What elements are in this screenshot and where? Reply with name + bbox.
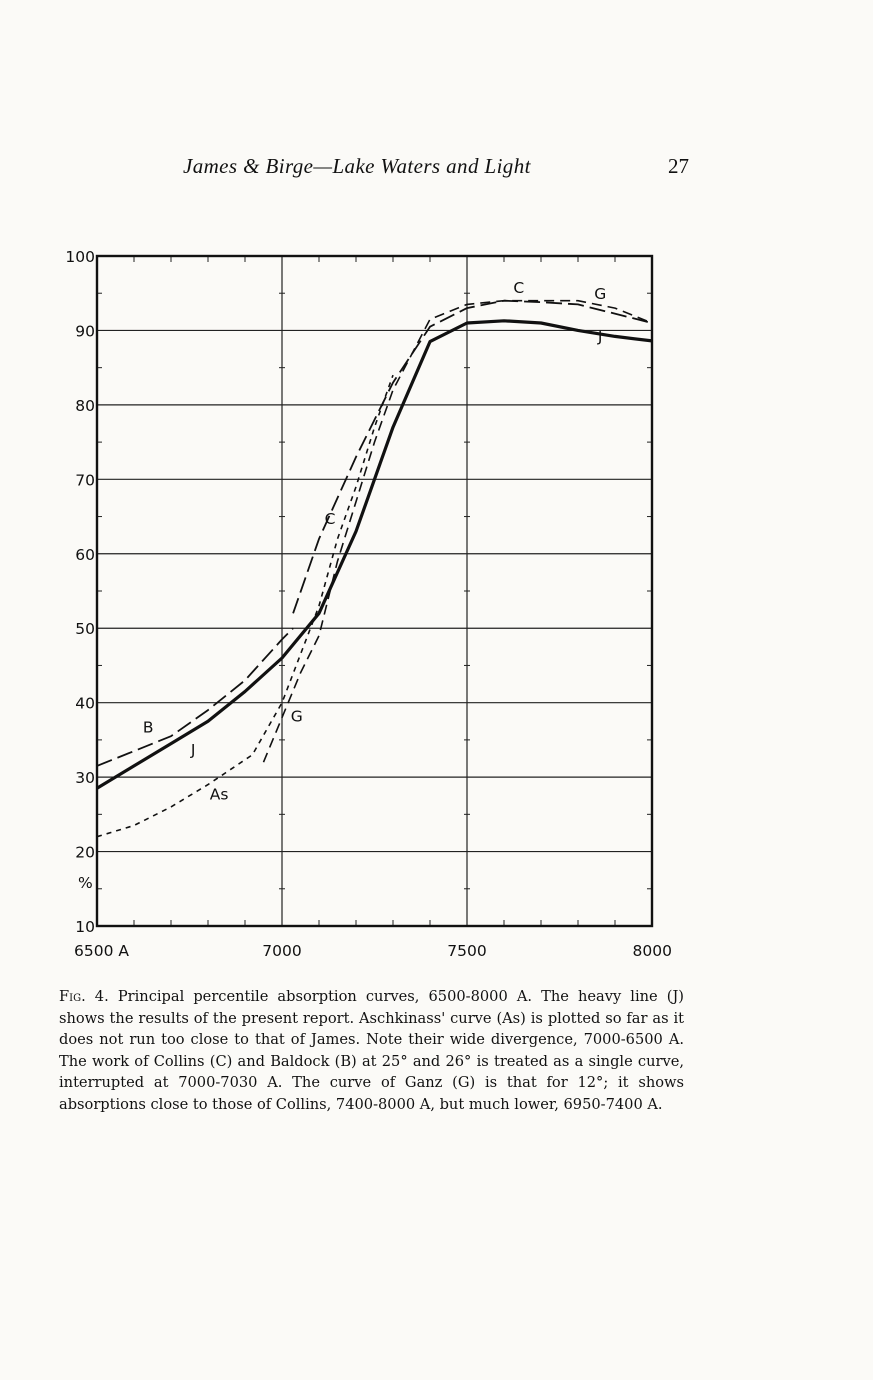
y-tick-label-80: 80 (75, 396, 95, 415)
curve-label-g-0: G (290, 707, 303, 726)
y-tick-label-50: 50 (75, 620, 95, 639)
chart-grid (97, 256, 652, 926)
curve-label-c-0: C (324, 510, 336, 528)
curve-as (97, 375, 393, 837)
curve-label-as-0: As (209, 785, 229, 804)
figure-label: Fig. 4. (59, 988, 109, 1005)
chart-curves (97, 301, 652, 837)
y-tick-label-40: 40 (75, 694, 95, 713)
curve-label-j-1: J (597, 327, 603, 346)
curve-label-j-0: J (190, 740, 196, 759)
chart-tick-labels (65, 248, 672, 960)
x-tick-label-3: 8000 (632, 942, 672, 960)
curve-label-g-1: G (594, 285, 607, 304)
y-tick-label-30: 30 (75, 769, 95, 788)
caption-text: Principal percentile absorption curves, 6500-8000 A. The heavy line (J) shows the results of the present report. Aschkinass' curve (As) is plotted so far as it does not run too close to that of James. Note their wide divergence, 7000-6500 A. The work of Collins (C) and Baldock (B) at 25° and 26° is treated as a single curve, interrupted at 7000-7030 A. The curve of Ganz (G) is that for 12°; it shows absorptions close to those of Collins, 7400-8000 A, but much lower, 6950-7400 A. (59, 988, 684, 1113)
chart-curve-labels (143, 279, 606, 803)
x-tick-label-1: 7000 (262, 942, 302, 960)
y-tick-label-60: 60 (75, 545, 95, 564)
figure-caption (59, 986, 684, 1116)
x-tick-label-0: 6500 A (74, 942, 129, 960)
curve-g (264, 301, 653, 763)
curve-j (97, 321, 652, 789)
page-number: 27 (668, 154, 689, 178)
running-head: James & Birge—Lake Waters and Light (183, 154, 531, 178)
curve-c (293, 301, 652, 614)
x-tick-label-2: 7500 (447, 942, 487, 960)
curve-label-c-1: C (513, 279, 525, 298)
y-tick-label-70: 70 (75, 471, 95, 490)
y-tick-label-20: 20 (75, 843, 95, 862)
y-tick-label-90: 90 (75, 322, 95, 341)
curve-label-b-0: B (142, 718, 154, 737)
chart-frame (97, 256, 652, 926)
y-tick-label-100: 100 (65, 248, 95, 266)
y-tick-label-10: 10 (75, 918, 95, 936)
percent-unit-label: % (78, 874, 93, 892)
